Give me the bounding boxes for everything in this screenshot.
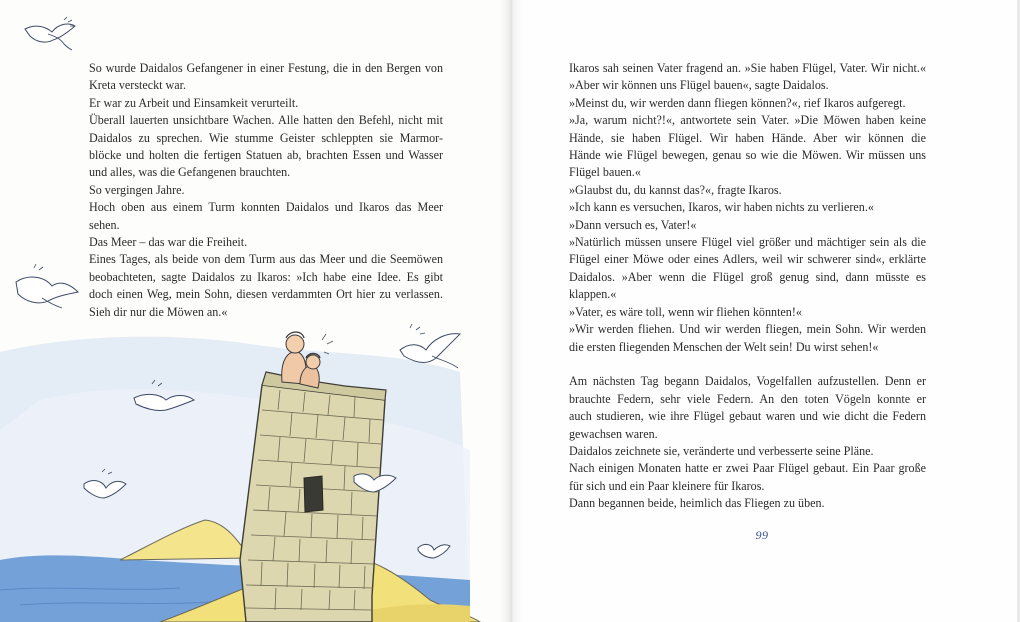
page-number: 99 [755, 528, 769, 542]
text-line: Sieh dir nur die Möwen an.« [89, 304, 228, 319]
text-line: »Ich kann es versuchen, Ikaros, wir haben nichts zu verlieren.« [569, 200, 874, 215]
text-line: So wurde Daidalos Gefangener in einer Festung, die in den Bergen von [89, 61, 443, 75]
text-line: »Vater, es wäre toll, wenn wir fliehen könnten!« [569, 304, 802, 319]
right-page-text [569, 60, 926, 513]
text-line: Dann begannen beide, heimlich das Fliegen zu üben. [569, 496, 825, 511]
text-line: Hände wie Flügel bewegen, genau so wie die Möwen. Wir müssen uns [569, 148, 926, 163]
seagull-icon [80, 466, 130, 506]
text-line: Daidalos zeichnete sie, veränderte und verbesserte seine Pläne. [569, 443, 874, 458]
text-line: blöcke und holten die fertigen Statuen ab, brachten Essen und Wasser [89, 148, 443, 163]
text-line: doch einen Weg, mein Sohn, diesen verdammten Ort hier zu verlassen. [89, 287, 443, 302]
text-line: Kreta versteckt war. [89, 78, 187, 93]
left-page-text [89, 60, 443, 321]
text-line: »Dann versuch es, Vater!« [569, 217, 697, 232]
text-line: die ersten fliegenden Menschen der Welt sein! Du wirst sehen!« [569, 339, 879, 354]
text-line: auch studieren, wie ihre Flügel gebaut waren und wie dicht die Federn [569, 409, 926, 424]
text-line: »Meinst du, wir werden dann fliegen können?«, rief Ikaros aufgeregt. [569, 95, 906, 110]
seagull-icon [20, 14, 80, 54]
text-line: »Ja, warum nicht?!«, antwortete sein Vater. »Die Möwen haben keine [569, 113, 926, 128]
text-line: Überall lauerten unsichtbare Wachen. Alle hatten den Befehl, nicht mit [89, 113, 443, 128]
text-line: Daidalos. »Aber wenn die Flügel groß genug sind, dann müsste es [569, 269, 926, 284]
book-gutter [500, 0, 522, 622]
text-line: für sich und ein Paar kleinere für Ikaros. [569, 478, 765, 493]
text-line: Das Meer – das war die Freiheit. [89, 235, 248, 250]
text-line: Ikaros sah seinen Vater fragend an. »Sie haben Flügel, Vater. Wir nicht.« [569, 61, 926, 75]
text-line: sehen. [89, 217, 120, 232]
text-line: Hoch oben aus einem Turm konnten Daidalos und Ikaros das Meer [89, 200, 443, 215]
text-line: »Natürlich müssen unsere Flügel viel größer und mächtiger sein als die [569, 235, 926, 250]
text-line: Er war zu Arbeit und Einsamkeit verurteilt. [89, 95, 299, 110]
seagull-icon [414, 532, 454, 564]
text-line: klappen.« [569, 287, 617, 302]
text-line: Daidalos zu sprechen. Wie stumme Geister schleppten sie Marmor- [89, 130, 443, 145]
seagull-icon [396, 322, 466, 372]
text-line: Am nächsten Tag begann Daidalos, Vogelfallen aufzustellen. Denn er [569, 374, 926, 389]
seagull-icon [130, 376, 200, 416]
seagull-icon [350, 462, 400, 502]
text-line: »Glaubst du, du kannst das?«, fragte Ikaros. [569, 182, 782, 197]
text-line: brauchte Federn, sehr viele Federn. An den toten Vögeln konnte er [569, 391, 926, 406]
text-line: Flügel einer Möwe oder eines Adlers, weil wir schwerer sind«, erklärte [569, 252, 926, 267]
text-line: »Aber wir können uns Flügel bauen«, sagte Daidalos. [569, 78, 829, 93]
text-line: Nach einigen Monaten hatte er zwei Paar Flügel gebaut. Ein Paar große [569, 461, 926, 476]
text-line: Eines Tages, als beide von dem Turm aus das Meer und die Seemöwen [89, 252, 443, 267]
text-line: gewachsen waren. [569, 426, 658, 441]
text-line: und alles, was die Gefangenen brauchten. [89, 165, 291, 180]
text-line: »Wir werden fliehen. Und wir werden fliegen, mein Sohn. Wir werden [569, 322, 926, 337]
text-line: So vergingen Jahre. [89, 182, 185, 197]
tower-window [304, 476, 323, 512]
paragraph-gap [569, 356, 926, 373]
text-line: Flügel bauen.« [569, 165, 641, 180]
text-line: beobachteten, sagte Daidalos zu Ikaros: »Ich habe eine Idee. Es gibt [89, 269, 443, 284]
text-line: Hände, sie haben Flügel. Wir haben Hände. Aber wir können die [569, 130, 926, 145]
right-page [510, 0, 1020, 622]
seagull-icon [12, 262, 82, 312]
